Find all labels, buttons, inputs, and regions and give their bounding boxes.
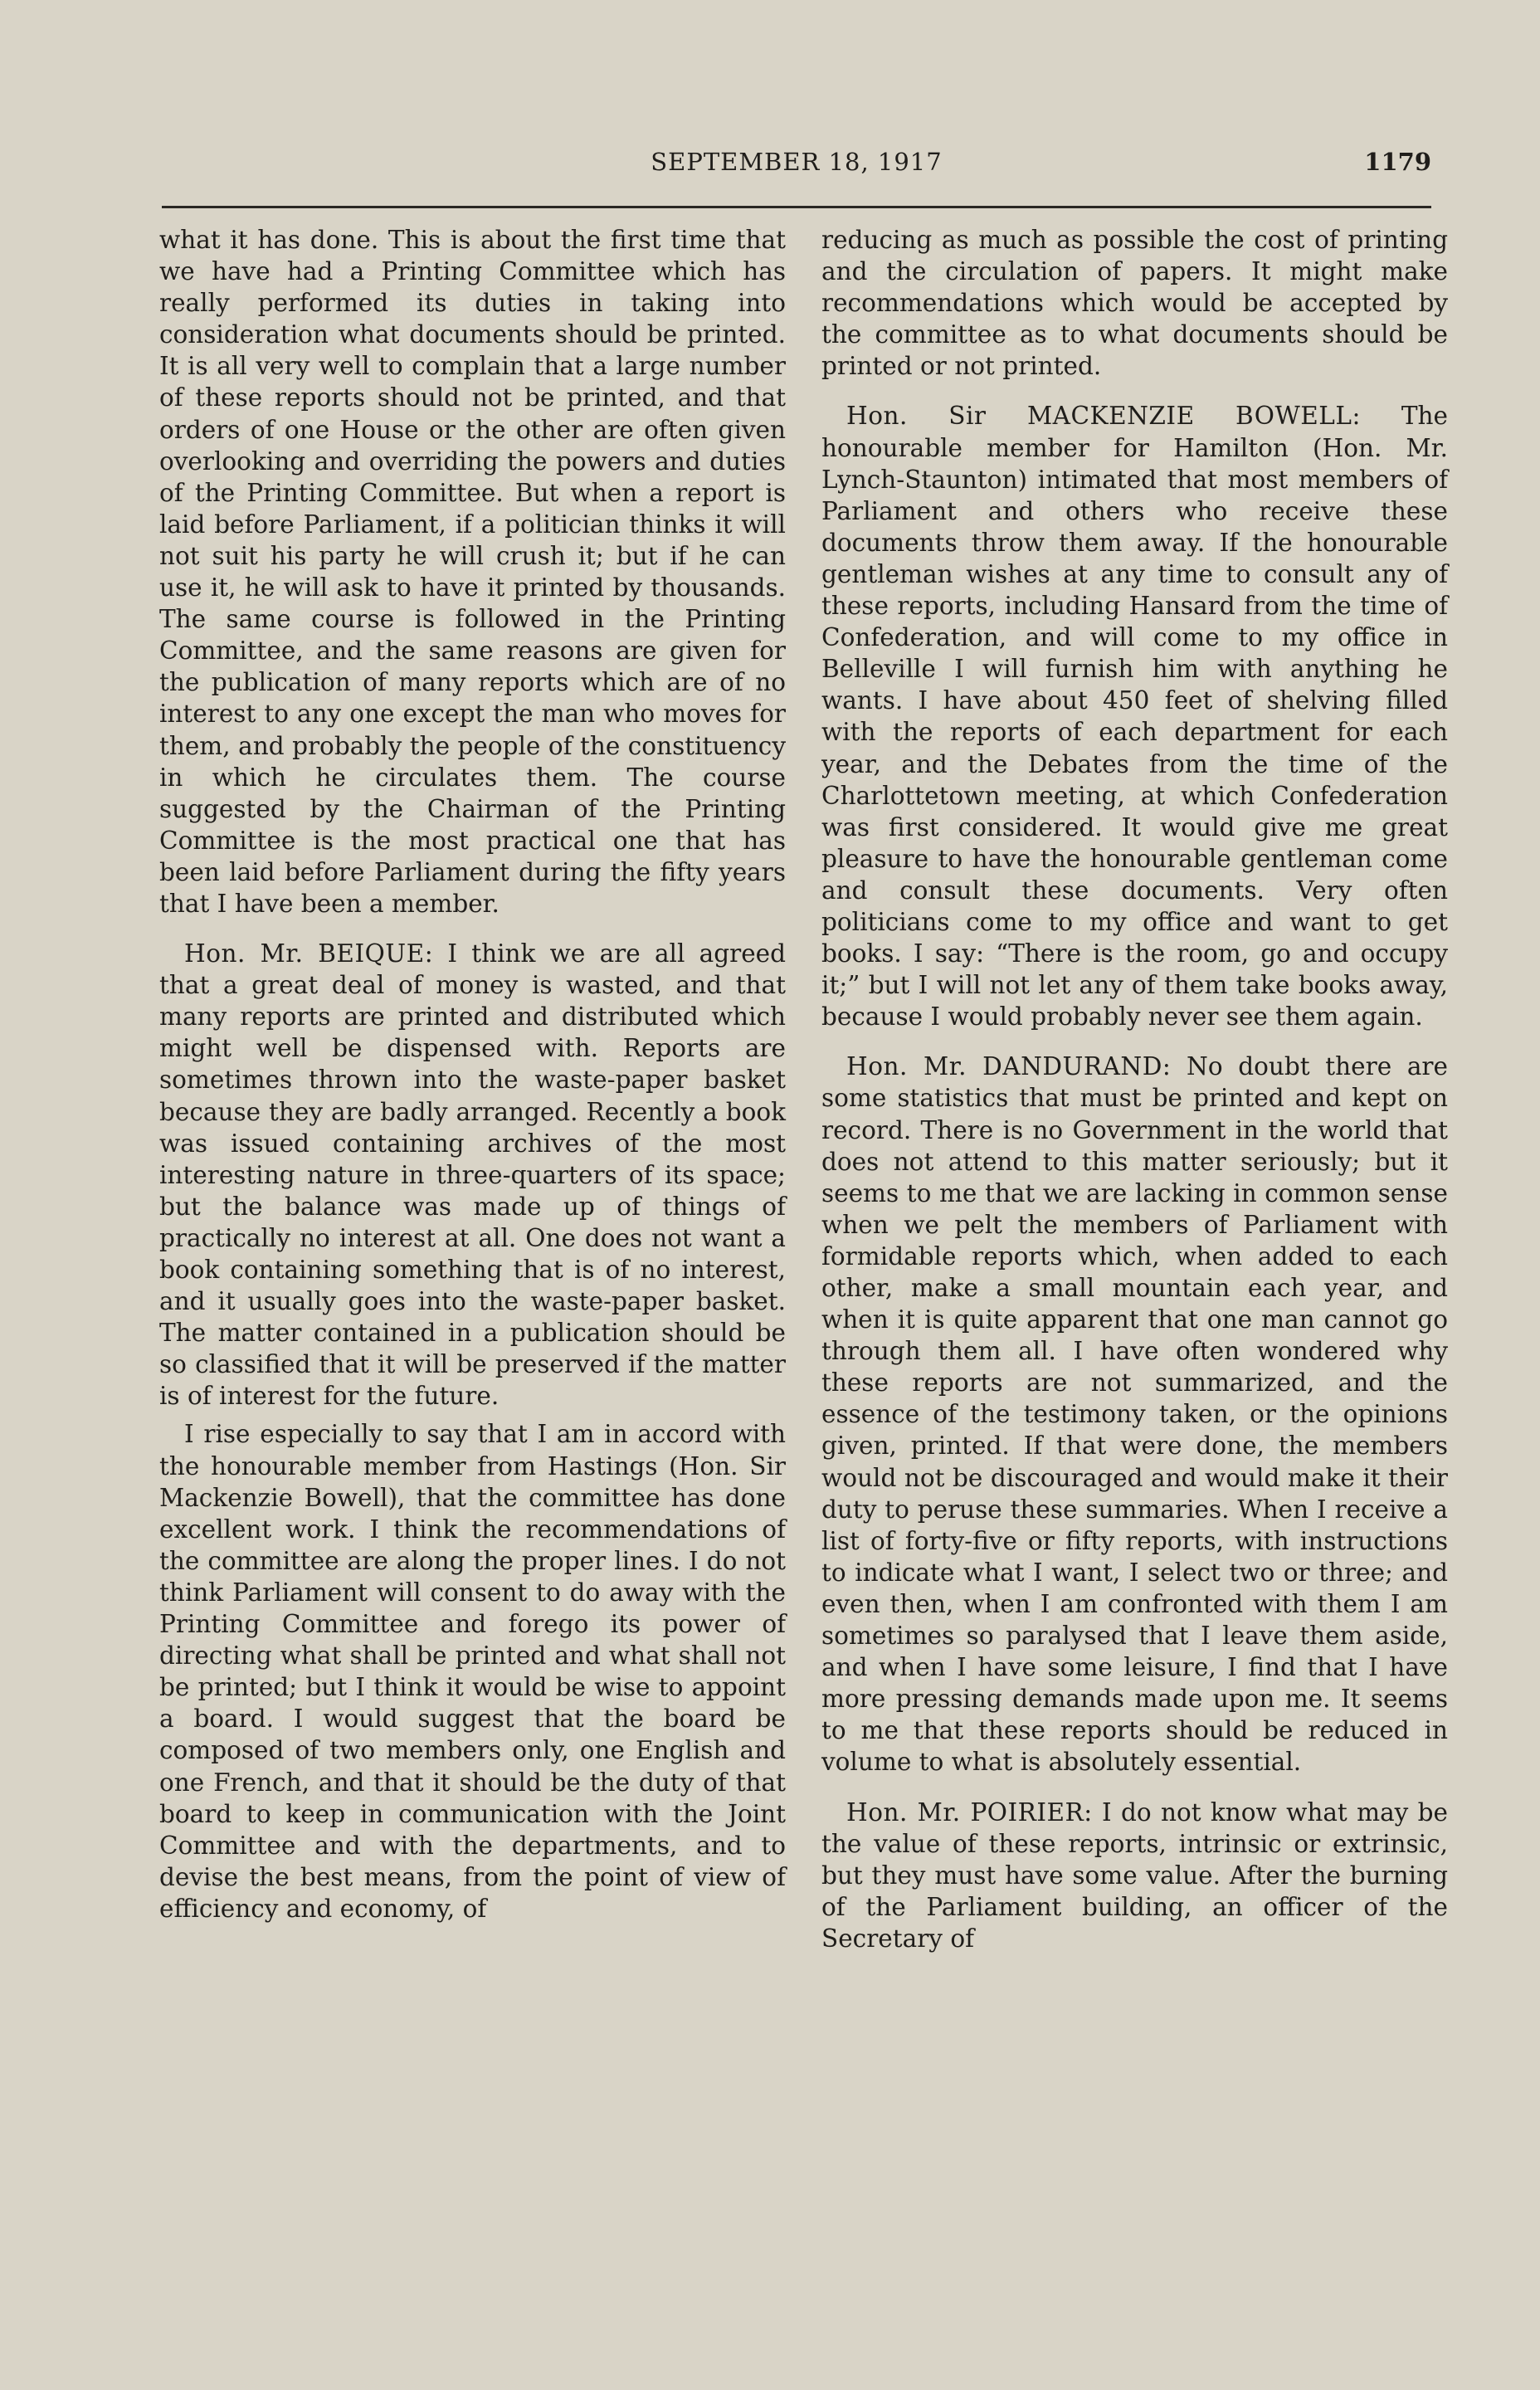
speaker-name: Hon. Mr. POIRIER: [846, 1797, 1093, 1827]
paragraph-text: what it has done. This is about the first time that we have had a Printing Committee which has really performed its duties in taking into consideration what documents should be printed. It is all very well to complain that a large number of these reports should not be printed, and that orders of one House or the other are often given overlooking and overriding the powers and duties of the Printing Committee. But when a report is laid before Parliament, if a politician thinks it will not suit his party he will crush it; but if he can use it, he will ask to have it printed by thousands. The same course is followed in the Printing Committee, and the same reasons are given for the publication of many reports which are of no interest to any one except the man who moves for them, and probably the people of the constituency in which he circulates them. The course suggested by the Chairman of the Printing Committee is the most practical one that has been laid before Parliament during the fifty years that I have been a member. [159, 226, 786, 918]
page-header [162, 148, 1431, 186]
paragraph [821, 400, 1448, 1032]
header-rule [162, 206, 1431, 208]
paragraph [821, 224, 1448, 382]
speaker-name: Hon. Mr. BEIQUE: [184, 939, 434, 968]
speaker-name: Hon. Mr. DANDURAND: [846, 1052, 1172, 1081]
left-column [159, 224, 786, 1924]
paragraph-text: I think we are all agreed that a great deal of money is wasted, and that many reports are printed and distributed which might well be dispensed with. Reports are sometimes thrown into the waste-paper basket because they are badly arranged. Recently a book was issued containing archives of the most interesting nature in three-quarters of its space; but the balance was made up of things of practically no interest at all. One does not want a book containing something that is of no interest, and it usually goes into the waste-paper basket. The matter contained in a publication should be so classified that it will be preserved if the matter is of interest for the future. [159, 939, 786, 1411]
paragraph [159, 224, 786, 919]
paragraph-text: The honourable member for Hamilton (Hon. Mr. Lynch-Staunton) intimated that most members of Parliament and others who receive these documents throw them away. If the honourable gentleman wishes at any time to consult any of these reports, including Hansard from the time of Confederation, and will come to my office in Belleville I will furnish him with anything he wants. I have about 450 feet of shelving filled with the reports of each department for each year, and the Debates from the time of the Charlottetown meeting, at which Confederation was first considered. It would give me great pleasure to have the honourable gentleman come and consult these documents. Very often politicians come to my office and want to get books. I say: “There is the room, go and occupy it;” but I will not let any of them take books away, because I would probably never see them again. [821, 402, 1448, 1032]
paragraph-text: I rise especially to say that I am in accord with the honourable member from Hastings (Hon. Sir Mackenzie Bowell), that the committee has done excellent work. I think the recommendations of the committee are along the proper lines. I do not think Parliament will consent to do away with the Printing Committee and forego its power of directing what shall be printed and what shall not be printed; but I think it would be wise to appoint a board. I would suggest that the board be composed of two members only, one English and one French, and that it should be the duty of that board to keep in communication with the Joint Committee and with the departments, and to devise the best means, from the point of view of efficiency and economy, of [159, 1420, 786, 1923]
right-column [821, 224, 1448, 1954]
paragraph [821, 1051, 1448, 1778]
speaker-name: Hon. Sir MACKENZIE BOWELL: [846, 402, 1361, 431]
paragraph [821, 1797, 1448, 1954]
page-number: 1179 [1364, 148, 1431, 176]
paragraph [159, 938, 786, 1412]
paragraph-text: No doubt there are some statistics that must be printed and kept on record. There is no Government in the world that does not attend to this matter seriously; but it seems to me that we are lacking in common sense when we pelt the members of Parliament with formidable reports which, when added to each other, make a small mountain each year, and when it is quite apparent that one man cannot go through them all. I have often wondered why these reports are not summarized, and the essence of the testimony taken, or the opinions given, printed. If that were done, the members would not be discouraged and would make it their duty to peruse these summaries. When I receive a list of forty-five or fifty reports, with instructions to indicate what I want, I select two or three; and even then, when I am confronted with them I am sometimes so paralysed that I leave them aside, and when I have some leisure, I find that I have more pressing demands made upon me. It seems to me that these reports should be reduced in volume to what is absolutely essential. [821, 1052, 1448, 1777]
paragraph [159, 1418, 786, 1924]
header-date: SEPTEMBER 18, 1917 [651, 148, 943, 176]
paragraph-text: I do not know what may be the value of these reports, intrinsic or extrinsic, but they must have some value. After the burning of the Parliament building, an officer of the Secretary of [821, 1797, 1448, 1953]
paragraph-text: reducing as much as possible the cost of printing and the circulation of papers. It might make recommendations which would be accepted by the committee as to what documents should be printed or not printed. [821, 226, 1448, 381]
